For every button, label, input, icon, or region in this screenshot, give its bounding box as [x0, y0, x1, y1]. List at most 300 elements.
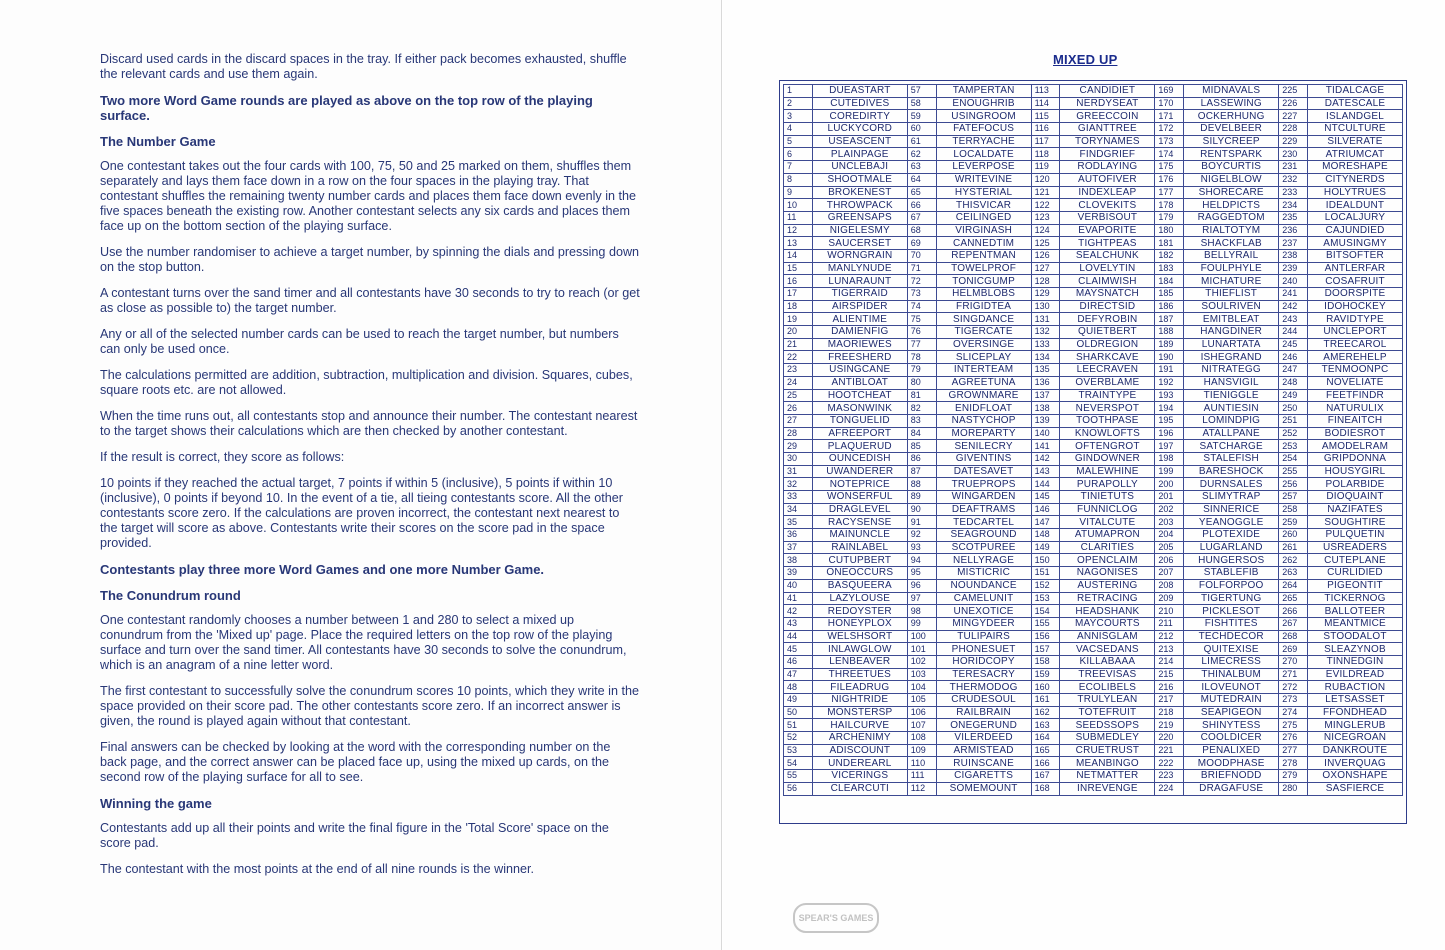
table-row: [784, 249, 1403, 262]
conundrum-number: 50: [784, 706, 813, 719]
conundrum-word: SLIMYTRAP: [1184, 491, 1279, 504]
table-row: [784, 110, 1403, 123]
conundrum-number: 64: [907, 173, 936, 186]
conundrum-number: 263: [1279, 567, 1308, 580]
conundrum-number: 105: [907, 694, 936, 707]
conundrum-number: 139: [1031, 414, 1060, 427]
conundrum-word: GRIPDONNA: [1308, 452, 1403, 465]
conundrum-word: ARCHENIMY: [812, 732, 907, 745]
paragraph: The calculations permitted are addition, subtraction, multiplication and division. Squares, cubes, square roots etc. are not allowed.: [100, 368, 633, 397]
table-row: [784, 503, 1403, 516]
conundrum-number: 128: [1031, 275, 1060, 288]
conundrum-number: 113: [1031, 85, 1060, 98]
conundrum-number: 273: [1279, 694, 1308, 707]
conundrum-word: ADISCOUNT: [812, 744, 907, 757]
conundrum-word: SHOOTMALE: [812, 173, 907, 186]
paragraph: The contestant with the most points at the end of all nine rounds is the winner.: [100, 862, 535, 876]
table-row: [784, 351, 1403, 364]
conundrum-number: 150: [1031, 554, 1060, 567]
conundrum-word: TRUEPROPS: [936, 478, 1031, 491]
conundrum-word: OXONSHAPE: [1308, 770, 1403, 783]
conundrum-number: 201: [1155, 491, 1184, 504]
conundrum-word: YEANOGGLE: [1184, 516, 1279, 529]
conundrum-number: 241: [1279, 288, 1308, 301]
conundrum-number: 272: [1279, 681, 1308, 694]
conundrum-number: 114: [1031, 97, 1060, 110]
conundrum-word: CIGARETTS: [936, 770, 1031, 783]
conundrum-number: 168: [1031, 782, 1060, 795]
table-row: [784, 173, 1403, 186]
conundrum-number: 192: [1155, 376, 1184, 389]
conundrum-word: MOODPHASE: [1184, 757, 1279, 770]
conundrum-number: 225: [1279, 85, 1308, 98]
conundrum-word: USREADERS: [1308, 541, 1403, 554]
table-row: [784, 567, 1403, 580]
conundrum-number: 33: [784, 491, 813, 504]
conundrum-number: 112: [907, 782, 936, 795]
conundrum-number: 142: [1031, 452, 1060, 465]
conundrum-number: 14: [784, 249, 813, 262]
conundrum-number: 96: [907, 579, 936, 592]
conundrum-word: INDEXLEAP: [1060, 186, 1155, 199]
conundrum-word: TORYNAMES: [1060, 135, 1155, 148]
table-row: [784, 757, 1403, 770]
conundrum-word: HELMBLOBS: [936, 288, 1031, 301]
conundrum-word: TECHDECOR: [1184, 630, 1279, 643]
conundrum-word: RAINLABEL: [812, 541, 907, 554]
paragraph: A contestant turns over the sand timer and all contestants have 30 seconds to try to reach (or get as close as possible to) the target number.: [100, 286, 640, 315]
conundrum-word: ANNISGLAM: [1060, 630, 1155, 643]
conundrum-number: 187: [1155, 313, 1184, 326]
table-row: [784, 338, 1403, 351]
conundrum-word: OVERSINGE: [936, 338, 1031, 351]
conundrum-number: 1: [784, 85, 813, 98]
conundrum-number: 245: [1279, 338, 1308, 351]
conundrum-word: PENALIXED: [1184, 744, 1279, 757]
conundrum-number: 18: [784, 300, 813, 313]
conundrum-word: TINNEDGIN: [1308, 655, 1403, 668]
conundrum-number: 13: [784, 237, 813, 250]
rules-text-column: [100, 52, 640, 888]
table-row: [784, 554, 1403, 567]
table-row: [784, 668, 1403, 681]
conundrum-word: USINGROOM: [936, 110, 1031, 123]
conundrum-word: HYSTERIAL: [936, 186, 1031, 199]
conundrum-word: WINGARDEN: [936, 491, 1031, 504]
conundrum-word: MAYSNATCH: [1060, 288, 1155, 301]
spears-games-logo: SPEAR'S GAMES: [793, 903, 879, 933]
conundrum-word: NTCULTURE: [1308, 123, 1403, 136]
conundrum-number: 73: [907, 288, 936, 301]
conundrum-word: ILOVEUNOT: [1184, 681, 1279, 694]
conundrum-number: 78: [907, 351, 936, 364]
conundrum-number: 278: [1279, 757, 1308, 770]
conundrum-number: 80: [907, 376, 936, 389]
paragraph: The first contestant to successfully solve the conundrum scores 10 points, which they write in the space provided on their score pad. The other contestants score zero. If an incorrect answer is given, the round is played again without that contestant.: [100, 684, 639, 728]
conundrum-word: MASONWINK: [812, 402, 907, 415]
conundrum-word: LOCALDATE: [936, 148, 1031, 161]
table-row: [784, 440, 1403, 453]
conundrum-number: 110: [907, 757, 936, 770]
conundrum-number: 153: [1031, 592, 1060, 605]
conundrum-word: DEVELBEER: [1184, 123, 1279, 136]
conundrum-word: RAGGEDTOM: [1184, 211, 1279, 224]
conundrum-word: TICKERNOG: [1308, 592, 1403, 605]
conundrum-word: EVILDREAD: [1308, 668, 1403, 681]
conundrum-word: OFTENGROT: [1060, 440, 1155, 453]
conundrum-number: 91: [907, 516, 936, 529]
conundrum-number: 127: [1031, 262, 1060, 275]
conundrum-number: 152: [1031, 579, 1060, 592]
conundrum-word: ATRIUMCAT: [1308, 148, 1403, 161]
conundrum-number: 15: [784, 262, 813, 275]
conundrum-number: 75: [907, 313, 936, 326]
table-row: [784, 224, 1403, 237]
conundrum-number: 264: [1279, 579, 1308, 592]
conundrum-word: NITRATEGG: [1184, 364, 1279, 377]
conundrum-word: SOUGHTIRE: [1308, 516, 1403, 529]
paragraph: 10 points if they reached the actual target, 7 points if within 5 (inclusive), 5 points if within 10 (inclusive), 0 points if beyond 10. In the event of a tie, all tieing contestants score. All the other contestants score zero. If the calculations are proven incorrect, the contestant next nearest to the target will score as above. Contestants write their scores on the score pad in the space provided.: [100, 476, 623, 550]
conundrum-word: HANSVIGIL: [1184, 376, 1279, 389]
conundrum-number: 214: [1155, 655, 1184, 668]
conundrum-word: RIALTOTYM: [1184, 224, 1279, 237]
conundrum-number: 198: [1155, 452, 1184, 465]
conundrum-number: 43: [784, 617, 813, 630]
conundrum-word: GREENSAPS: [812, 211, 907, 224]
conundrum-number: 173: [1155, 135, 1184, 148]
conundrum-word: CLARITIES: [1060, 541, 1155, 554]
conundrum-number: 148: [1031, 529, 1060, 542]
conundrum-word: TREEVISAS: [1060, 668, 1155, 681]
conundrum-number: 56: [784, 782, 813, 795]
conundrum-number: 136: [1031, 376, 1060, 389]
conundrum-number: 223: [1155, 770, 1184, 783]
table-row: [784, 313, 1403, 326]
conundrum-number: 71: [907, 262, 936, 275]
conundrum-word: COOLDICER: [1184, 732, 1279, 745]
conundrum-number: 260: [1279, 529, 1308, 542]
conundrum-word: GROWNMARE: [936, 389, 1031, 402]
conundrum-number: 275: [1279, 719, 1308, 732]
conundrum-word: COSAFRUIT: [1308, 275, 1403, 288]
conundrum-word: REPENTMAN: [936, 249, 1031, 262]
conundrum-number: 164: [1031, 732, 1060, 745]
conundrum-number: 199: [1155, 465, 1184, 478]
conundrum-number: 175: [1155, 161, 1184, 174]
conundrum-word: AFREEPORT: [812, 427, 907, 440]
conundrum-word: KNOWLOFTS: [1060, 427, 1155, 440]
conundrum-number: 156: [1031, 630, 1060, 643]
conundrum-number: 216: [1155, 681, 1184, 694]
conundrum-number: 8: [784, 173, 813, 186]
conundrum-number: 228: [1279, 123, 1308, 136]
conundrum-number: 158: [1031, 655, 1060, 668]
conundrum-number: 100: [907, 630, 936, 643]
conundrum-word: AUNTIESIN: [1184, 402, 1279, 415]
conundrum-word: TERRYACHE: [936, 135, 1031, 148]
conundrum-number: 81: [907, 389, 936, 402]
conundrum-number: 95: [907, 567, 936, 580]
conundrum-number: 31: [784, 465, 813, 478]
conundrum-word: NEVERSPOT: [1060, 402, 1155, 415]
conundrum-word: MAINUNCLE: [812, 529, 907, 542]
conundrum-number: 257: [1279, 491, 1308, 504]
conundrum-word: RETRACING: [1060, 592, 1155, 605]
conundrum-word: PICKLESOT: [1184, 605, 1279, 618]
conundrum-word: TERESACRY: [936, 668, 1031, 681]
conundrum-number: 268: [1279, 630, 1308, 643]
conundrum-number: 193: [1155, 389, 1184, 402]
conundrum-word: PLAQUERUD: [812, 440, 907, 453]
conundrum-number: 116: [1031, 123, 1060, 136]
conundrum-number: 157: [1031, 643, 1060, 656]
conundrum-word: THINALBUM: [1184, 668, 1279, 681]
conundrum-word: TAMPERTAN: [936, 85, 1031, 98]
table-row: [784, 694, 1403, 707]
conundrum-number: 104: [907, 681, 936, 694]
table-row: [784, 782, 1403, 795]
conundrum-word: FISHTITES: [1184, 617, 1279, 630]
conundrum-number: 221: [1155, 744, 1184, 757]
conundrum-number: 262: [1279, 554, 1308, 567]
table-row: [784, 465, 1403, 478]
conundrum-word: ENIDFLOAT: [936, 402, 1031, 415]
conundrum-number: 98: [907, 605, 936, 618]
conundrum-word: CURLIDIED: [1308, 567, 1403, 580]
conundrum-number: 247: [1279, 364, 1308, 377]
conundrum-number: 155: [1031, 617, 1060, 630]
conundrum-word: MORESHAPE: [1308, 161, 1403, 174]
conundrum-word: RENTSPARK: [1184, 148, 1279, 161]
conundrum-number: 151: [1031, 567, 1060, 580]
conundrum-number: 197: [1155, 440, 1184, 453]
conundrum-number: 120: [1031, 173, 1060, 186]
section-heading: The Conundrum round: [100, 588, 241, 603]
table-row: [784, 770, 1403, 783]
conundrum-word: OUNCEDISH: [812, 452, 907, 465]
conundrum-number: 58: [907, 97, 936, 110]
conundrum-word: NIGHTRIDE: [812, 694, 907, 707]
paragraph: Any or all of the selected number cards can be used to reach the target number, but numbers can only be used once.: [100, 327, 619, 356]
conundrum-word: BODIESROT: [1308, 427, 1403, 440]
table-row: [784, 529, 1403, 542]
conundrum-number: 90: [907, 503, 936, 516]
conundrum-word: VIRGINASH: [936, 224, 1031, 237]
conundrum-number: 134: [1031, 351, 1060, 364]
conundrum-number: 55: [784, 770, 813, 783]
conundrum-word: THERMODOG: [936, 681, 1031, 694]
conundrum-word: TIGHTPEAS: [1060, 237, 1155, 250]
conundrum-number: 59: [907, 110, 936, 123]
conundrum-word: LENBEAVER: [812, 655, 907, 668]
conundrum-number: 40: [784, 579, 813, 592]
conundrum-word: INVERQUAG: [1308, 757, 1403, 770]
conundrum-number: 204: [1155, 529, 1184, 542]
conundrum-word: HOLYTRUES: [1308, 186, 1403, 199]
conundrum-number: 46: [784, 655, 813, 668]
conundrum-number: 45: [784, 643, 813, 656]
conundrum-number: 42: [784, 605, 813, 618]
conundrum-number: 2: [784, 97, 813, 110]
conundrum-word: LUCKYCORD: [812, 123, 907, 136]
conundrum-word: MAYCOURTS: [1060, 617, 1155, 630]
table-row: [784, 389, 1403, 402]
table-row: [784, 237, 1403, 250]
conundrum-word: ONEOCCURS: [812, 567, 907, 580]
conundrum-number: 240: [1279, 275, 1308, 288]
conundrum-number: 160: [1031, 681, 1060, 694]
conundrum-number: 238: [1279, 249, 1308, 262]
table-row: [784, 617, 1403, 630]
conundrum-word: DURNSALES: [1184, 478, 1279, 491]
conundrum-number: 101: [907, 643, 936, 656]
conundrum-number: 44: [784, 630, 813, 643]
table-row: [784, 655, 1403, 668]
conundrum-number: 271: [1279, 668, 1308, 681]
table-row: [784, 85, 1403, 98]
conundrum-number: 231: [1279, 161, 1308, 174]
conundrum-number: 202: [1155, 503, 1184, 516]
conundrum-number: 4: [784, 123, 813, 136]
table-row: [784, 630, 1403, 643]
conundrum-number: 106: [907, 706, 936, 719]
conundrum-word: HUNGERSOS: [1184, 554, 1279, 567]
conundrum-word: RUBACTION: [1308, 681, 1403, 694]
conundrum-word: SEEDSSOPS: [1060, 719, 1155, 732]
conundrum-number: 183: [1155, 262, 1184, 275]
conundrum-word: INTERTEAM: [936, 364, 1031, 377]
paragraph: Discard used cards in the discard spaces in the tray. If either pack becomes exhausted, shuffle the relevant cards and use them again.: [100, 52, 627, 81]
table-row: [784, 186, 1403, 199]
conundrum-number: 200: [1155, 478, 1184, 491]
conundrum-word: SLICEPLAY: [936, 351, 1031, 364]
conundrum-word: MAORIEWES: [812, 338, 907, 351]
conundrum-number: 68: [907, 224, 936, 237]
conundrum-number: 79: [907, 364, 936, 377]
conundrum-word: BALLOTEER: [1308, 605, 1403, 618]
conundrum-number: 277: [1279, 744, 1308, 757]
conundrum-word: DIRECTSID: [1060, 300, 1155, 313]
conundrum-number: 77: [907, 338, 936, 351]
conundrum-word: HELDPICTS: [1184, 199, 1279, 212]
conundrum-word: DATESCALE: [1308, 97, 1403, 110]
conundrum-word: SINNERICE: [1184, 503, 1279, 516]
table-row: [784, 541, 1403, 554]
conundrum-word: NAZIFATES: [1308, 503, 1403, 516]
conundrum-number: 87: [907, 465, 936, 478]
conundrum-number: 84: [907, 427, 936, 440]
conundrum-number: 159: [1031, 668, 1060, 681]
conundrum-word: OCKERHUNG: [1184, 110, 1279, 123]
conundrum-word: AIRSPIDER: [812, 300, 907, 313]
conundrum-number: 186: [1155, 300, 1184, 313]
conundrum-number: 279: [1279, 770, 1308, 783]
conundrum-word: MICHATURE: [1184, 275, 1279, 288]
conundrum-word: TIENIGGLE: [1184, 389, 1279, 402]
conundrum-number: 132: [1031, 326, 1060, 339]
conundrum-number: 126: [1031, 249, 1060, 262]
conundrum-number: 115: [1031, 110, 1060, 123]
conundrum-number: 37: [784, 541, 813, 554]
conundrum-number: 102: [907, 655, 936, 668]
conundrum-number: 48: [784, 681, 813, 694]
conundrum-word: UNCLEBAJI: [812, 161, 907, 174]
conundrum-number: 205: [1155, 541, 1184, 554]
conundrum-word: DATESAVET: [936, 465, 1031, 478]
conundrum-word: THROWPACK: [812, 199, 907, 212]
conundrum-word: HANGDINER: [1184, 326, 1279, 339]
conundrum-number: 12: [784, 224, 813, 237]
conundrum-number: 82: [907, 402, 936, 415]
conundrum-word: CUTEDIVES: [812, 97, 907, 110]
table-row: [784, 706, 1403, 719]
bold-paragraph: Two more Word Game rounds are played as above on the top row of the playing surface.: [100, 93, 593, 123]
conundrum-word: BOYCURTIS: [1184, 161, 1279, 174]
conundrum-word: MONSTERSP: [812, 706, 907, 719]
conundrum-word: OPENCLAIM: [1060, 554, 1155, 567]
paragraph: Contestants add up all their points and write the final figure in the 'Total Score' space on the score pad.: [100, 821, 609, 850]
conundrum-number: 232: [1279, 173, 1308, 186]
conundrum-number: 123: [1031, 211, 1060, 224]
mixed-up-title: MIXED UP: [1053, 52, 1118, 67]
conundrum-word: DANKROUTE: [1308, 744, 1403, 757]
conundrum-word: QUITEXISE: [1184, 643, 1279, 656]
conundrum-word: UNCLEPORT: [1308, 326, 1403, 339]
conundrum-number: 163: [1031, 719, 1060, 732]
conundrum-word: CUTEPLANE: [1308, 554, 1403, 567]
conundrum-number: 35: [784, 516, 813, 529]
conundrum-number: 119: [1031, 161, 1060, 174]
conundrum-number: 29: [784, 440, 813, 453]
conundrum-number: 20: [784, 326, 813, 339]
conundrum-word: SATCHARGE: [1184, 440, 1279, 453]
conundrum-number: 47: [784, 668, 813, 681]
conundrum-word: LEVERPOSE: [936, 161, 1031, 174]
conundrum-word: COREDIRTY: [812, 110, 907, 123]
conundrum-number: 233: [1279, 186, 1308, 199]
conundrum-number: 207: [1155, 567, 1184, 580]
conundrum-number: 9: [784, 186, 813, 199]
conundrum-number: 165: [1031, 744, 1060, 757]
conundrum-word: LUGARLAND: [1184, 541, 1279, 554]
conundrum-number: 188: [1155, 326, 1184, 339]
conundrum-word: DRAGLEVEL: [812, 503, 907, 516]
conundrum-word: BRIEFNODD: [1184, 770, 1279, 783]
conundrum-word: FILEADRUG: [812, 681, 907, 694]
conundrum-number: 265: [1279, 592, 1308, 605]
conundrum-word: INREVENGE: [1060, 782, 1155, 795]
conundrum-number: 244: [1279, 326, 1308, 339]
conundrum-number: 267: [1279, 617, 1308, 630]
conundrum-word: MEANBINGO: [1060, 757, 1155, 770]
table-row: [784, 275, 1403, 288]
conundrum-word: TENMOONPC: [1308, 364, 1403, 377]
table-row: [784, 211, 1403, 224]
conundrum-word: WRITEVINE: [936, 173, 1031, 186]
conundrum-number: 224: [1155, 782, 1184, 795]
table-row: [784, 97, 1403, 110]
conundrum-word: CLAIMWISH: [1060, 275, 1155, 288]
conundrum-number: 67: [907, 211, 936, 224]
section-heading: Winning the game: [100, 796, 212, 811]
conundrum-number: 147: [1031, 516, 1060, 529]
conundrum-word: TULIPAIRS: [936, 630, 1031, 643]
conundrum-number: 220: [1155, 732, 1184, 745]
conundrum-word: ATALLPANE: [1184, 427, 1279, 440]
conundrum-word: TIGERTUNG: [1184, 592, 1279, 605]
conundrum-word: CLEARCUTI: [812, 782, 907, 795]
section-heading: The Number Game: [100, 134, 216, 149]
